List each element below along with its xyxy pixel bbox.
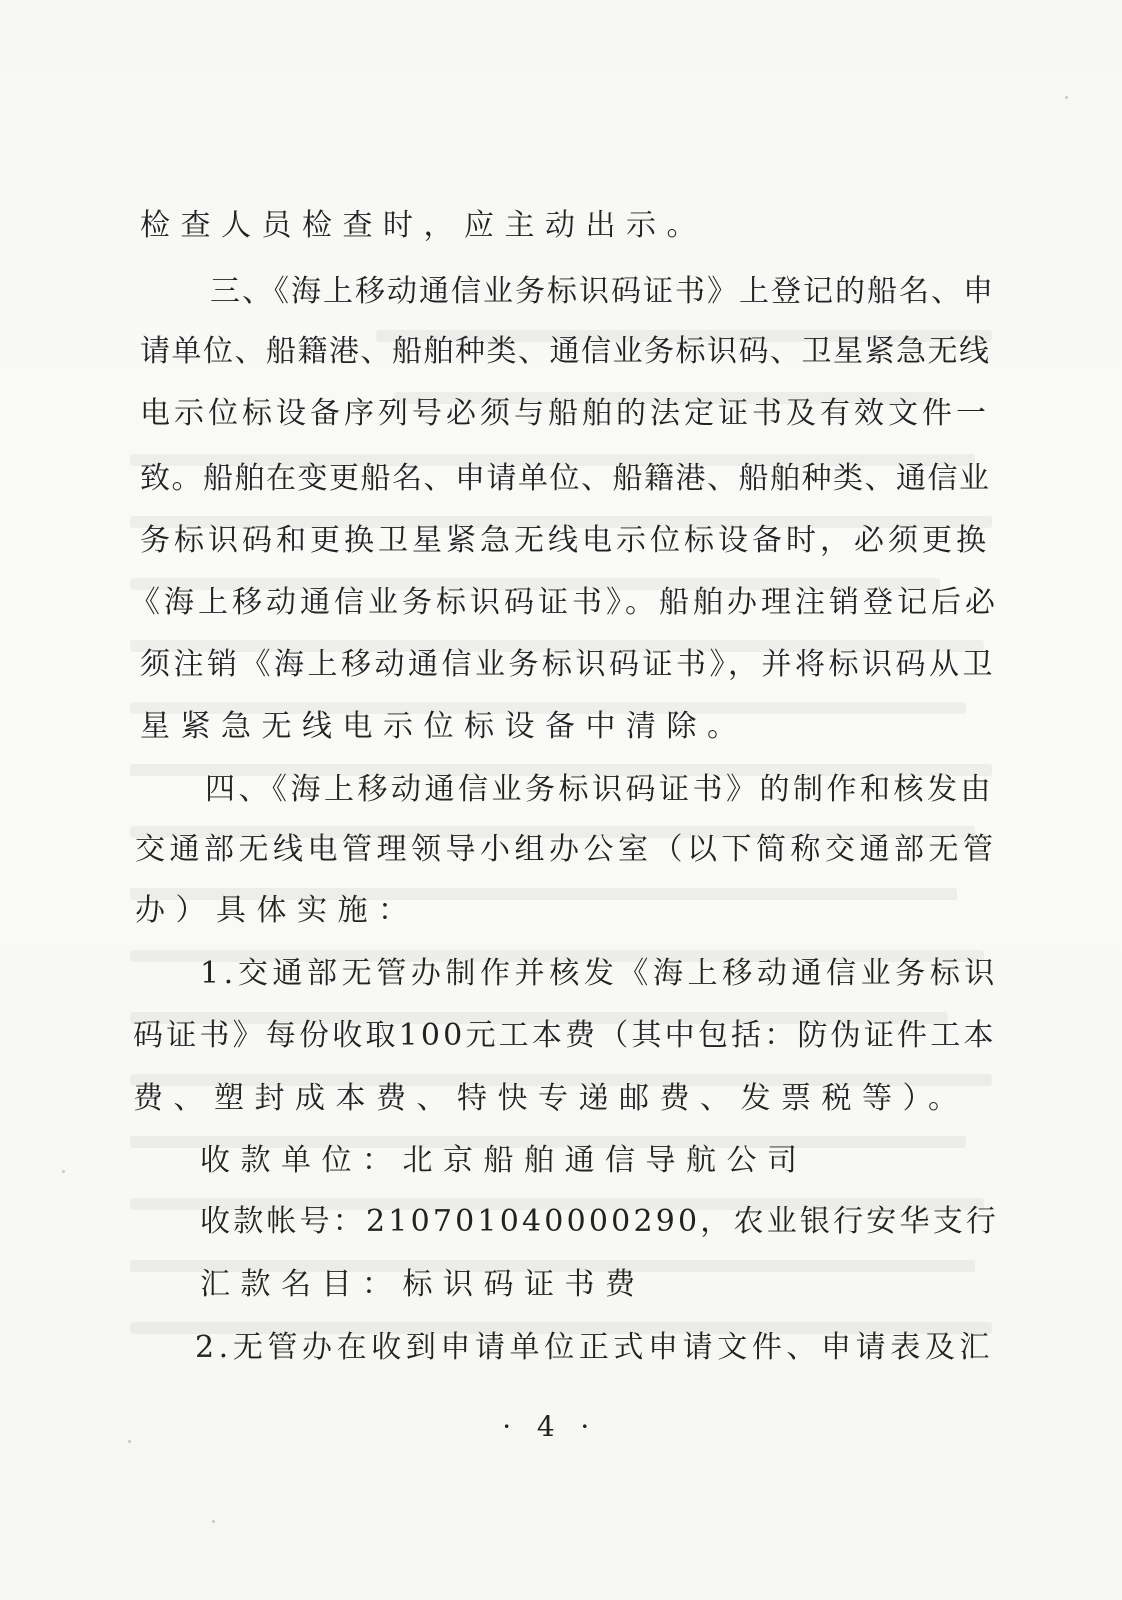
text-line-11: 交通部无线电管理领导小组办公室（以下简称交通部无管 xyxy=(135,832,998,867)
page-number: · 4 · xyxy=(502,1410,598,1443)
text-line-3: 请单位、船籍港、船舶种类、通信业务标识码、卫星紧急无线 xyxy=(140,334,991,369)
text-line-16: 收款单位：北京船舶通信导航公司 xyxy=(200,1143,808,1178)
text-line-15: 费、塑封成本费、特快专递邮费、发票税等）。 xyxy=(133,1081,969,1116)
text-line-18: 汇款名目：标识码证书费 xyxy=(200,1267,646,1302)
text-line-13: 1.交通部无管办制作并核发《海上移动通信业务标识 xyxy=(200,956,1000,991)
text-line-5: 致。船舶在变更船名、申请单位、船籍港、船舶种类、通信业 xyxy=(140,461,991,496)
text-line-9: 星紧急无线电示位标设备中清除。 xyxy=(140,709,748,744)
text-line-17: 收款帐号：210701040000290，农业银行安华支行 xyxy=(200,1204,1000,1239)
text-line-1: 检查人员检查时，应主动出示。 xyxy=(140,208,707,243)
text-line-6: 务标识码和更换卫星紧急无线电示位标设备时，必须更换 xyxy=(140,523,990,558)
text-line-14: 码证书》每份收取100元工本费（其中包括：防伪证件工本 xyxy=(133,1018,997,1053)
text-line-10: 四、《海上移动通信业务标识码证书》的制作和核发由 xyxy=(205,772,994,807)
paper-speck xyxy=(212,1520,215,1523)
text-line-2: 三、《海上移动通信业务标识码证书》上登记的船名、申 xyxy=(210,274,995,309)
text-line-8: 须注销《海上移动通信业务标识码证书》，并将标识码从卫 xyxy=(140,647,996,682)
paper-speck xyxy=(128,1440,131,1443)
paper-speck xyxy=(62,1170,65,1173)
text-line-7: 《海上移动通信业务标识码证书》。船舶办理注销登记后必 xyxy=(130,585,999,620)
text-line-4: 电示位标设备序列号必须与船舶的法定证书及有效文件一 xyxy=(140,396,990,431)
text-line-19: 2.无管办在收到申请单位正式申请文件、申请表及汇 xyxy=(195,1330,995,1365)
text-line-12: 办）具体实施： xyxy=(135,893,419,928)
paper-speck xyxy=(1065,96,1068,99)
